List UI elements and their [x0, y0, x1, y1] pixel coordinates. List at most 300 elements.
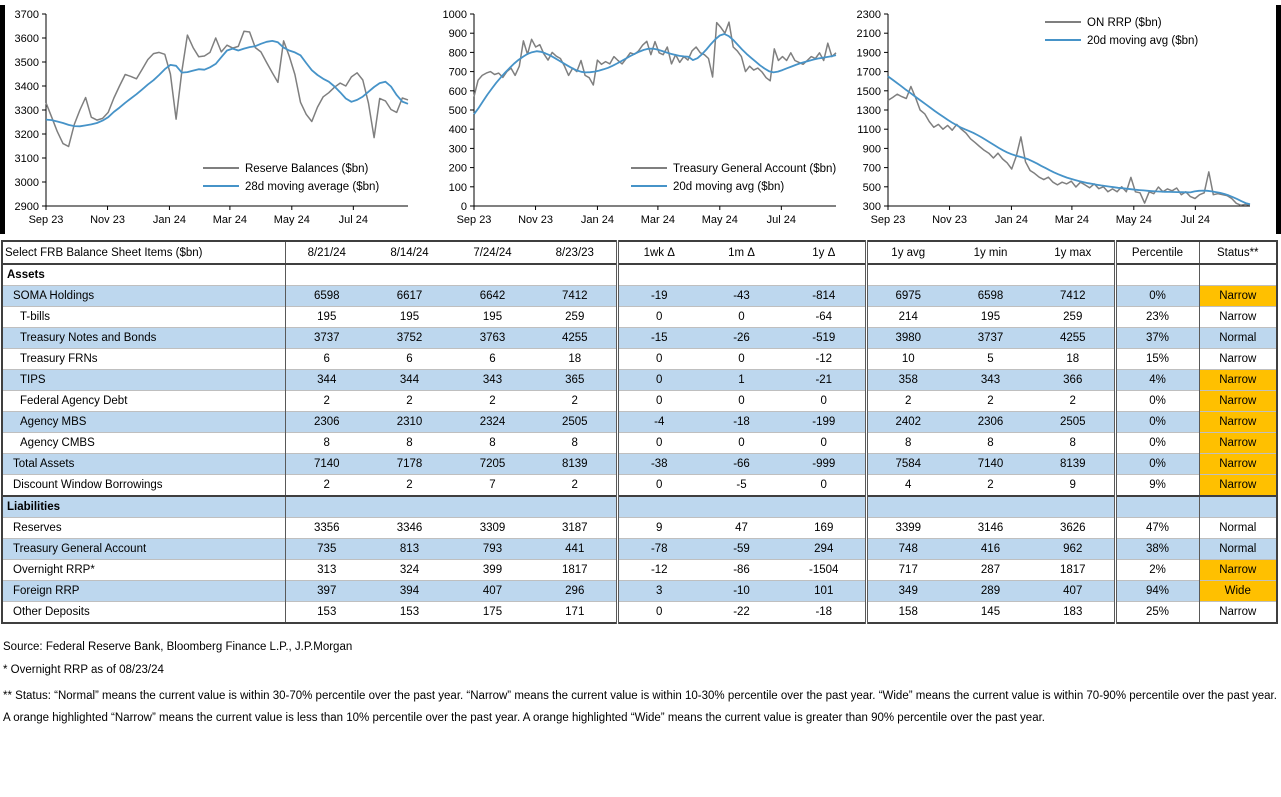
status-badge: Normal — [1199, 328, 1277, 349]
y-tick-label: 3000 — [14, 177, 39, 189]
table-cell: 4255 — [534, 328, 617, 349]
table-cell: 0 — [783, 433, 866, 454]
table-cell: 3626 — [1032, 518, 1115, 539]
table-cell: -18 — [700, 412, 783, 433]
column-header: 1wk Δ — [617, 241, 700, 264]
table-cell: 4% — [1115, 370, 1199, 391]
table-cell: 18 — [1032, 349, 1115, 370]
row-label: T-bills — [2, 307, 285, 328]
x-tick-label: Sep 23 — [870, 214, 906, 226]
table-cell: 441 — [534, 539, 617, 560]
table-cell: 7584 — [866, 454, 949, 475]
table-cell: -86 — [700, 560, 783, 581]
status-badge: Narrow — [1199, 349, 1277, 370]
table-cell: 366 — [1032, 370, 1115, 391]
table-row — [2, 518, 1277, 539]
table-cell: 0 — [617, 370, 700, 391]
table-cell: 313 — [285, 560, 368, 581]
table-cell: 259 — [534, 307, 617, 328]
table-cell: -1504 — [783, 560, 866, 581]
y-tick-label: 1000 — [442, 9, 467, 21]
table-cell: 2324 — [451, 412, 534, 433]
y-tick-label: 3300 — [14, 105, 39, 117]
table-cell: 4255 — [1032, 328, 1115, 349]
table-cell: 2402 — [866, 412, 949, 433]
table-row — [2, 286, 1277, 307]
table-cell — [700, 264, 783, 286]
table-cell: 9 — [1032, 475, 1115, 497]
x-tick-label: Mar 24 — [640, 214, 676, 226]
status-badge: Narrow — [1199, 560, 1277, 581]
table-header-row — [2, 241, 1277, 264]
treasury-general-account-chart — [434, 4, 846, 241]
table-cell: 7 — [451, 475, 534, 497]
table-cell: -199 — [783, 412, 866, 433]
table-cell: 1 — [700, 370, 783, 391]
status-definition-footnote: ** Status: “Normal” means the current value is within 30-70% percentile over the past year. “Narrow” means the current value is within 10-30% percentile over the past year. “Wide” means the current value is within 70-90% percentile over the past year. A orange highlighted “Narrow” means the current value is less than 10% percentile over the past year. A orange highlighted “Wide” means the current value is greater than 90% percentile over the past year. — [3, 690, 1277, 724]
column-header: 1y max — [1032, 241, 1115, 264]
table-cell: -38 — [617, 454, 700, 475]
table-cell: 2 — [949, 475, 1032, 497]
column-header: Status** — [1199, 241, 1277, 264]
table-cell: -22 — [700, 602, 783, 624]
y-tick-label: 700 — [862, 162, 881, 175]
table-cell: 8 — [866, 433, 949, 454]
table-cell: -18 — [783, 602, 866, 624]
table-cell: 0% — [1115, 391, 1199, 412]
table-cell: -78 — [617, 539, 700, 560]
x-tick-label: Jul 24 — [766, 214, 797, 226]
y-tick-label: 1100 — [857, 124, 881, 137]
status-badge: Normal — [1199, 539, 1277, 560]
table-cell: 169 — [783, 518, 866, 539]
table-cell: -12 — [783, 349, 866, 370]
table-cell: 47% — [1115, 518, 1199, 539]
legend-label: 20d moving avg ($bn) — [1087, 35, 1199, 47]
table-cell: 0 — [617, 307, 700, 328]
table-cell: 0 — [700, 307, 783, 328]
y-tick-label: 1900 — [856, 47, 881, 60]
x-tick-label: Mar 24 — [212, 214, 248, 226]
x-tick-label: Jan 24 — [152, 214, 186, 226]
table-cell: -43 — [700, 286, 783, 307]
table-row — [2, 539, 1277, 560]
table-cell: 47 — [700, 518, 783, 539]
table-cell: 2 — [285, 475, 368, 497]
column-header: 1y min — [949, 241, 1032, 264]
series-line-blue — [888, 76, 1250, 204]
status-badge: Wide — [1199, 581, 1277, 602]
table-cell: -519 — [783, 328, 866, 349]
table-cell: 37% — [1115, 328, 1199, 349]
table-cell: 8 — [1032, 433, 1115, 454]
table-body — [2, 241, 1277, 623]
y-tick-label: 700 — [448, 66, 467, 79]
row-label: Treasury FRNs — [2, 349, 285, 370]
row-label: Agency MBS — [2, 412, 285, 433]
table-cell: 94% — [1115, 581, 1199, 602]
table-cell: 365 — [534, 370, 617, 391]
x-tick-label: Jul 24 — [338, 214, 369, 226]
table-cell: 2 — [451, 391, 534, 412]
table-cell: 793 — [451, 539, 534, 560]
balance-sheet-table — [1, 240, 1278, 624]
table-cell: 6975 — [866, 286, 949, 307]
table-cell: 3737 — [285, 328, 368, 349]
table-cell: -4 — [617, 412, 700, 433]
reserve-balances-chart — [6, 4, 418, 241]
table-cell — [866, 264, 949, 286]
x-tick-label: Mar 24 — [1054, 214, 1090, 226]
table-cell: 6 — [451, 349, 534, 370]
status-badge: Narrow — [1199, 370, 1277, 391]
table-cell: 394 — [368, 581, 451, 602]
table-cell: 5 — [949, 349, 1032, 370]
column-header: 1y avg — [866, 241, 949, 264]
table-cell: 2 — [368, 475, 451, 497]
table-cell: 153 — [368, 602, 451, 624]
table-cell — [1199, 264, 1277, 286]
status-badge: Normal — [1199, 518, 1277, 539]
table-row — [2, 475, 1277, 497]
x-tick-label: Sep 23 — [456, 214, 492, 226]
table-cell — [949, 264, 1032, 286]
table-cell: 214 — [866, 307, 949, 328]
table-cell: 0% — [1115, 454, 1199, 475]
y-tick-label: 200 — [448, 162, 467, 175]
y-tick-label: 1700 — [856, 66, 881, 79]
table-cell: 2 — [866, 391, 949, 412]
series-line-gray — [46, 31, 408, 146]
table-cell: 145 — [949, 602, 1032, 624]
table-cell: 962 — [1032, 539, 1115, 560]
table-cell: 6617 — [368, 286, 451, 307]
y-tick-label: 800 — [448, 47, 467, 60]
source-text: Source: Federal Reserve Bank, Bloomberg Finance L.P., J.P.Morgan — [3, 641, 353, 653]
table-cell: 399 — [451, 560, 534, 581]
table-cell: 6598 — [949, 286, 1032, 307]
tga-chart-svg — [434, 4, 846, 236]
row-label: Federal Agency Debt — [2, 391, 285, 412]
table-cell — [534, 496, 617, 518]
table-cell: -19 — [617, 286, 700, 307]
y-tick-label: 2300 — [856, 9, 881, 21]
table-cell — [866, 496, 949, 518]
table-cell: 0 — [783, 475, 866, 497]
table-cell — [700, 496, 783, 518]
table-cell: 3346 — [368, 518, 451, 539]
table-cell: 4 — [866, 475, 949, 497]
series-line-blue — [474, 34, 836, 114]
table-cell: 6642 — [451, 286, 534, 307]
y-tick-label: 3100 — [14, 153, 39, 165]
table-cell: -999 — [783, 454, 866, 475]
table-cell: 2505 — [1032, 412, 1115, 433]
y-tick-label: 3600 — [14, 33, 39, 45]
table-cell — [1032, 264, 1115, 286]
table-cell: 0 — [700, 391, 783, 412]
table-cell: 7412 — [534, 286, 617, 307]
table-row — [2, 412, 1277, 433]
series-line-blue — [46, 41, 408, 126]
table-cell: 3763 — [451, 328, 534, 349]
column-header: Percentile — [1115, 241, 1199, 264]
column-header: 7/24/24 — [451, 241, 534, 264]
y-tick-label: 500 — [862, 181, 881, 194]
legend-label: 28d moving average ($bn) — [245, 181, 380, 193]
table-cell: 3187 — [534, 518, 617, 539]
row-label: Treasury Notes and Bonds — [2, 328, 285, 349]
table-cell: 195 — [368, 307, 451, 328]
on-rrp-chart-svg — [848, 4, 1260, 236]
table-cell: 25% — [1115, 602, 1199, 624]
table-cell: 2 — [534, 391, 617, 412]
section-row-assets — [2, 264, 1277, 286]
row-label: Total Assets — [2, 454, 285, 475]
y-tick-label: 500 — [448, 105, 467, 117]
y-tick-label: 3400 — [14, 81, 39, 93]
y-tick-label: 600 — [448, 85, 467, 98]
table-cell: 324 — [368, 560, 451, 581]
status-badge: Narrow — [1199, 475, 1277, 497]
table-row — [2, 560, 1277, 581]
series-line-gray — [888, 87, 1250, 206]
table-cell: 175 — [451, 602, 534, 624]
table-cell — [1115, 496, 1199, 518]
table-cell — [1199, 496, 1277, 518]
table-cell: -64 — [783, 307, 866, 328]
table-cell: -12 — [617, 560, 700, 581]
table-cell: 8139 — [534, 454, 617, 475]
table-row — [2, 602, 1277, 624]
section-label: Liabilities — [2, 496, 285, 518]
table-cell: 2306 — [285, 412, 368, 433]
table-row — [2, 328, 1277, 349]
table-cell: 344 — [368, 370, 451, 391]
column-header: 8/14/24 — [368, 241, 451, 264]
column-header: 8/21/24 — [285, 241, 368, 264]
table-cell: 171 — [534, 602, 617, 624]
row-label: Other Deposits — [2, 602, 285, 624]
y-tick-label: 300 — [862, 201, 881, 213]
table-row — [2, 454, 1277, 475]
table-cell: -814 — [783, 286, 866, 307]
table-cell: 0 — [617, 349, 700, 370]
row-label: Reserves — [2, 518, 285, 539]
table-cell — [617, 264, 700, 286]
table-cell: 296 — [534, 581, 617, 602]
status-badge: Narrow — [1199, 433, 1277, 454]
table-cell: 8 — [534, 433, 617, 454]
table-cell — [368, 264, 451, 286]
table-row — [2, 391, 1277, 412]
table-cell: 195 — [285, 307, 368, 328]
table-cell: 9 — [617, 518, 700, 539]
table-cell — [451, 496, 534, 518]
table-cell: 7140 — [285, 454, 368, 475]
table-cell: 2 — [949, 391, 1032, 412]
table-cell: 8139 — [1032, 454, 1115, 475]
table-cell — [368, 496, 451, 518]
table-cell — [1115, 264, 1199, 286]
table-cell: 6 — [285, 349, 368, 370]
status-badge: Narrow — [1199, 454, 1277, 475]
table-cell: 289 — [949, 581, 1032, 602]
legend-label: 20d moving avg ($bn) — [673, 181, 785, 193]
row-label: Foreign RRP — [2, 581, 285, 602]
y-tick-label: 300 — [448, 143, 467, 156]
reserve-balances-chart-svg — [6, 4, 418, 236]
table-cell: 7412 — [1032, 286, 1115, 307]
table-cell: 3 — [617, 581, 700, 602]
table-cell: 3752 — [368, 328, 451, 349]
table-cell: 7205 — [451, 454, 534, 475]
table-cell — [617, 496, 700, 518]
table-row — [2, 349, 1277, 370]
table-cell — [285, 264, 368, 286]
table-cell: 2 — [1032, 391, 1115, 412]
table-cell: 7140 — [949, 454, 1032, 475]
status-badge: Narrow — [1199, 602, 1277, 624]
row-label: Treasury General Account — [2, 539, 285, 560]
table-cell: 3737 — [949, 328, 1032, 349]
table-cell: 195 — [949, 307, 1032, 328]
table-cell: 38% — [1115, 539, 1199, 560]
table-cell — [534, 264, 617, 286]
table-cell: 3146 — [949, 518, 1032, 539]
row-label: Agency CMBS — [2, 433, 285, 454]
table-cell: 3399 — [866, 518, 949, 539]
legend-label: Treasury General Account ($bn) — [673, 163, 837, 175]
status-badge: Narrow — [1199, 286, 1277, 307]
status-badge: Narrow — [1199, 391, 1277, 412]
table-cell: 2% — [1115, 560, 1199, 581]
right-edge-strip — [1276, 5, 1281, 234]
table-cell: 2 — [285, 391, 368, 412]
table-cell — [1032, 496, 1115, 518]
table-row — [2, 370, 1277, 391]
column-header: Select FRB Balance Sheet Items ($bn) — [2, 241, 285, 264]
row-label: TIPS — [2, 370, 285, 391]
table-cell: -26 — [700, 328, 783, 349]
table-cell: 3309 — [451, 518, 534, 539]
table-cell: 748 — [866, 539, 949, 560]
table-row — [2, 433, 1277, 454]
series-line-gray — [474, 22, 836, 97]
table-cell: 0 — [700, 349, 783, 370]
table-cell: 183 — [1032, 602, 1115, 624]
table-cell: 3356 — [285, 518, 368, 539]
x-tick-label: Jul 24 — [1180, 214, 1211, 226]
table-cell: 0 — [617, 433, 700, 454]
y-tick-label: 3200 — [14, 129, 39, 141]
table-cell: -10 — [700, 581, 783, 602]
x-tick-label: Jan 24 — [580, 214, 614, 226]
table-cell: -15 — [617, 328, 700, 349]
status-badge: Narrow — [1199, 307, 1277, 328]
table-cell: 8 — [285, 433, 368, 454]
legend-label: ON RRP ($bn) — [1087, 17, 1162, 29]
table-cell: 10 — [866, 349, 949, 370]
table-cell: 813 — [368, 539, 451, 560]
y-tick-label: 900 — [448, 28, 467, 41]
table-cell: 349 — [866, 581, 949, 602]
table-cell: 0 — [700, 433, 783, 454]
table-row — [2, 307, 1277, 328]
table-cell: 8 — [451, 433, 534, 454]
table-cell: 101 — [783, 581, 866, 602]
table-cell: 407 — [1032, 581, 1115, 602]
table-cell: 9% — [1115, 475, 1199, 497]
table-cell: 153 — [285, 602, 368, 624]
row-label: Overnight RRP* — [2, 560, 285, 581]
table-cell: 358 — [866, 370, 949, 391]
table-cell: 259 — [1032, 307, 1115, 328]
table-cell: 6 — [368, 349, 451, 370]
table-cell: 158 — [866, 602, 949, 624]
table-cell: 23% — [1115, 307, 1199, 328]
column-header: 8/23/23 — [534, 241, 617, 264]
table-cell: 294 — [783, 539, 866, 560]
table-cell: -21 — [783, 370, 866, 391]
table-cell: 8 — [949, 433, 1032, 454]
section-row-liabilities — [2, 496, 1277, 518]
table-cell: 416 — [949, 539, 1032, 560]
table-cell: 717 — [866, 560, 949, 581]
x-tick-label: Nov 23 — [932, 214, 967, 226]
y-tick-label: 400 — [448, 124, 467, 137]
column-header: 1m Δ — [700, 241, 783, 264]
table-cell: 3980 — [866, 328, 949, 349]
table-cell: -66 — [700, 454, 783, 475]
table-cell: 18 — [534, 349, 617, 370]
x-tick-label: May 24 — [1115, 214, 1152, 226]
x-tick-label: Nov 23 — [518, 214, 553, 226]
table-cell: 407 — [451, 581, 534, 602]
table-cell: 397 — [285, 581, 368, 602]
table-cell — [451, 264, 534, 286]
table-cell: 8 — [368, 433, 451, 454]
table-cell: 0% — [1115, 412, 1199, 433]
row-label: Discount Window Borrowings — [2, 475, 285, 497]
y-tick-label: 3700 — [14, 9, 39, 21]
table-cell — [949, 496, 1032, 518]
table-cell: 2310 — [368, 412, 451, 433]
x-tick-label: May 24 — [273, 214, 310, 226]
y-tick-label: 900 — [862, 143, 881, 156]
y-tick-label: 1300 — [856, 105, 881, 117]
table-cell: 287 — [949, 560, 1032, 581]
x-tick-label: Nov 23 — [90, 214, 125, 226]
x-tick-label: Sep 23 — [28, 214, 64, 226]
table-row — [2, 581, 1277, 602]
table-cell: 2306 — [949, 412, 1032, 433]
table-cell: 1817 — [534, 560, 617, 581]
y-tick-label: 0 — [460, 201, 467, 213]
overnight-rrp-footnote: * Overnight RRP as of 08/23/24 — [3, 664, 164, 676]
table-cell: 0% — [1115, 286, 1199, 307]
table-cell — [783, 496, 866, 518]
table-cell: 0 — [783, 391, 866, 412]
y-tick-label: 1500 — [856, 85, 881, 98]
status-badge: Narrow — [1199, 412, 1277, 433]
y-tick-label: 2100 — [856, 28, 881, 41]
table-cell: 343 — [949, 370, 1032, 391]
y-tick-label: 3500 — [14, 57, 39, 69]
on-rrp-chart — [848, 4, 1260, 241]
table-cell — [285, 496, 368, 518]
table-cell: 0 — [617, 475, 700, 497]
